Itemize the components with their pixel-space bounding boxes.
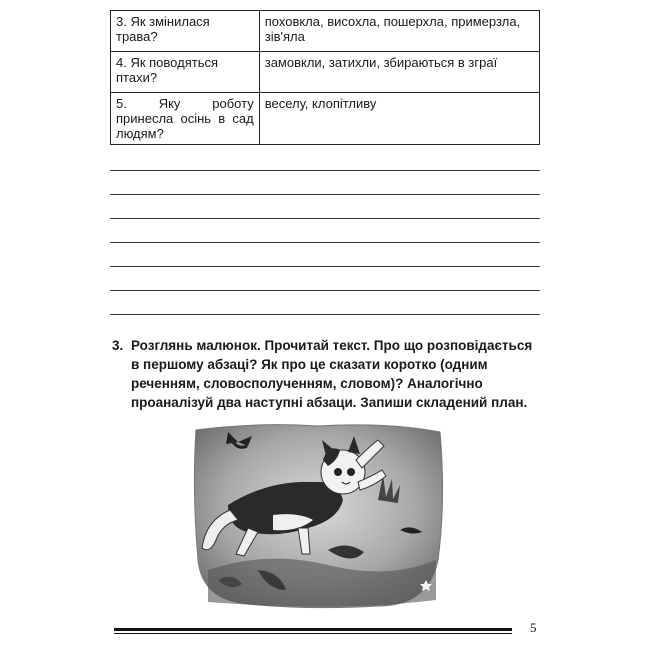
- task-block: [112, 336, 542, 412]
- question-cell: 3. Як змінилася трава?: [111, 11, 260, 52]
- answer-cell: поховкла, висохла, пошерхла, примерзла, зів'яла: [259, 11, 539, 52]
- question-cell: 5. Яку роботу принесла осінь в сад людям?: [111, 93, 260, 145]
- footer-rule: [114, 628, 512, 636]
- answer-cell: веселу, клопітливу: [259, 93, 539, 145]
- answer-cell: замовкли, затихли, збираються в зграї: [259, 52, 539, 93]
- table-row: [111, 52, 540, 93]
- writing-line[interactable]: [110, 171, 540, 195]
- cat-leaves-illustration: [188, 420, 448, 610]
- page-number: 5: [530, 620, 537, 635]
- task-text: Розглянь малюнок. Прочитай текст. Про що розповідається в першому абзаці? Як про це сказати коротко (одним реченням, словосполученням, словом)? Аналогічно проаналізуй два наступні абзаци. Запиши складений план.: [131, 338, 533, 410]
- task-number: 3.: [112, 338, 124, 353]
- writing-lines: [110, 147, 540, 315]
- table-row: [111, 93, 540, 145]
- table-row: [111, 11, 540, 52]
- writing-line[interactable]: [110, 195, 540, 219]
- writing-line[interactable]: [110, 243, 540, 267]
- writing-line[interactable]: [110, 219, 540, 243]
- writing-line[interactable]: [110, 147, 540, 171]
- questions-table: [110, 10, 540, 145]
- question-cell: 4. Як поводяться птахи?: [111, 52, 260, 93]
- writing-line[interactable]: [110, 291, 540, 315]
- writing-line[interactable]: [110, 267, 540, 291]
